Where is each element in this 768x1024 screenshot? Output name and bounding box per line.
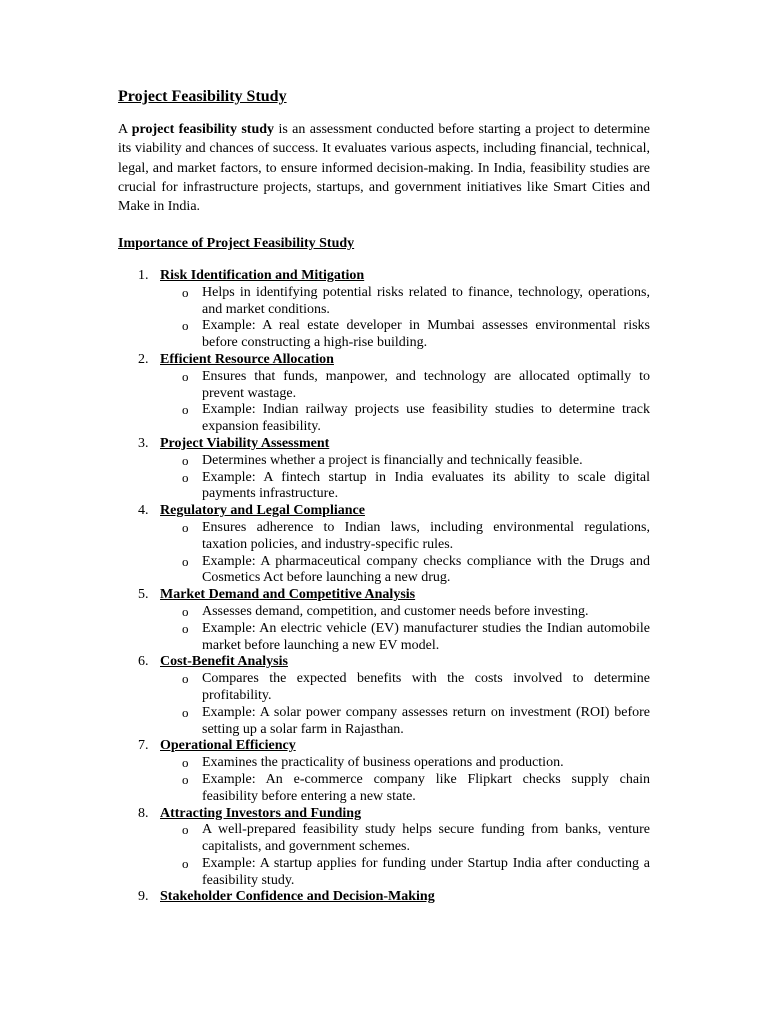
sub-point-text: Example: A solar power company assesses return on investment (ROI) before setting up a solar farm in Rajasthan.: [202, 704, 650, 737]
list-item-number: 2.: [138, 351, 149, 367]
sub-point-text: Example: An electric vehicle (EV) manufacturer studies the Indian automobile market before launching a new EV model.: [202, 620, 650, 653]
sub-point-text: Example: A startup applies for funding under Startup India after conducting a feasibility study.: [202, 855, 650, 888]
importance-list: [118, 268, 650, 906]
list-item-title: Efficient Resource Allocation: [160, 351, 334, 367]
sub-point-list: [160, 755, 650, 805]
sub-point-text: A well-prepared feasibility study helps secure funding from banks, venture capitalists, and government schemes.: [202, 822, 650, 855]
circle-bullet-icon: o: [182, 755, 189, 771]
circle-bullet-icon: o: [182, 620, 189, 636]
intro-lead: A: [118, 122, 132, 137]
sub-point: [160, 402, 650, 436]
list-item: [118, 352, 650, 436]
circle-bullet-icon: o: [182, 318, 189, 334]
circle-bullet-icon: o: [182, 519, 189, 535]
sub-point-text: Example: Indian railway projects use feasibility studies to determine track expansion feasibility.: [202, 402, 650, 435]
sub-point: [160, 671, 650, 705]
sub-point-text: Example: A real estate developer in Mumbai assesses environmental risks before constructing a high-rise building.: [202, 318, 650, 351]
list-item-number: 5.: [138, 587, 149, 603]
circle-bullet-icon: o: [182, 671, 189, 687]
sub-point: [160, 470, 650, 504]
circle-bullet-icon: o: [182, 603, 189, 619]
list-item-title: Operational Efficiency: [160, 738, 296, 754]
intro-paragraph: [118, 120, 650, 216]
sub-point-list: [160, 453, 650, 503]
sub-point: [160, 369, 650, 403]
list-item-number: 6.: [138, 654, 149, 670]
list-item-title: Risk Identification and Mitigation: [160, 268, 365, 283]
list-item: [118, 654, 650, 738]
sub-point-list: [160, 604, 650, 654]
sub-point: [160, 554, 650, 588]
sub-point-text: Example: A pharmaceutical company checks compliance with the Drugs and Cosmetics Act before launching a new drug.: [202, 553, 650, 586]
circle-bullet-icon: o: [182, 771, 189, 787]
circle-bullet-icon: o: [182, 368, 189, 384]
list-item-number: 1.: [138, 268, 149, 283]
circle-bullet-icon: o: [182, 452, 189, 468]
sub-point-list: [160, 822, 650, 889]
sub-point: [160, 705, 650, 739]
list-item-title: Stakeholder Confidence and Decision-Making: [160, 889, 435, 905]
sub-point: [160, 453, 650, 470]
sub-point-text: Example: A fintech startup in India evaluates its ability to scale digital payments infrastructure.: [202, 469, 650, 502]
intro-bold-term: project feasibility study: [131, 122, 275, 137]
intro-rest: is an assessment conducted before starting a project to determine its viability and chances of success. It evaluates various aspects, including financial, technical, legal, and market factors, to ensure informed decision-making. In India, feasibility studies are crucial for infrastructure projects, startups, and government initiatives like Smart Cities and Make in India.: [118, 122, 650, 215]
list-item: [118, 268, 650, 352]
list-item: [118, 806, 650, 890]
sub-point: [160, 604, 650, 621]
sub-point-list: [160, 369, 650, 436]
list-item-number: 3.: [138, 435, 149, 451]
list-item-number: 8.: [138, 805, 149, 821]
list-item-title: Market Demand and Competitive Analysis: [160, 587, 416, 603]
sub-point: [160, 285, 650, 319]
sub-point: [160, 822, 650, 856]
sub-point: [160, 318, 650, 352]
circle-bullet-icon: o: [182, 553, 189, 569]
sub-point: [160, 755, 650, 772]
sub-point-text: Determines whether a project is financially and technically feasible.: [202, 452, 583, 468]
list-item: [118, 889, 650, 906]
sub-point: [160, 621, 650, 655]
circle-bullet-icon: o: [182, 704, 189, 720]
sub-point-text: Ensures adherence to Indian laws, including environmental regulations, taxation policies, and industry-specific rules.: [202, 519, 650, 552]
sub-point-text: Helps in identifying potential risks related to finance, technology, operations, and market conditions.: [202, 284, 650, 317]
sub-point-text: Example: An e-commerce company like Flipkart checks supply chain feasibility before entering a new state.: [202, 771, 650, 804]
list-item: [118, 503, 650, 587]
sub-point: [160, 772, 650, 806]
sub-point-list: [160, 520, 650, 587]
list-item: [118, 738, 650, 805]
list-item-title: Regulatory and Legal Compliance: [160, 503, 365, 519]
list-item-number: 7.: [138, 738, 149, 754]
list-item-title: Cost-Benefit Analysis: [160, 654, 288, 670]
list-item-number: 4.: [138, 503, 149, 519]
sub-point: [160, 856, 650, 890]
circle-bullet-icon: o: [182, 822, 189, 838]
list-item: [118, 587, 650, 654]
list-item-title: Attracting Investors and Funding: [160, 805, 362, 821]
sub-point-text: Assesses demand, competition, and customer needs before investing.: [202, 603, 589, 619]
circle-bullet-icon: o: [182, 284, 189, 300]
sub-point-list: [160, 285, 650, 352]
circle-bullet-icon: o: [182, 855, 189, 871]
document-title: Project Feasibility Study: [118, 88, 287, 105]
sub-point-text: Compares the expected benefits with the costs involved to determine profitability.: [202, 671, 650, 703]
circle-bullet-icon: o: [182, 402, 189, 418]
list-item-number: 9.: [138, 889, 149, 905]
sub-point: [160, 520, 650, 554]
list-item: [118, 436, 650, 503]
section-heading: Importance of Project Feasibility Study: [118, 236, 355, 251]
sub-point-text: Examines the practicality of business operations and production.: [202, 755, 564, 771]
sub-point-list: [160, 671, 650, 738]
list-item-title: Project Viability Assessment: [160, 435, 330, 451]
sub-point-text: Ensures that funds, manpower, and technology are allocated optimally to prevent wastage.: [202, 368, 650, 401]
circle-bullet-icon: o: [182, 469, 189, 485]
